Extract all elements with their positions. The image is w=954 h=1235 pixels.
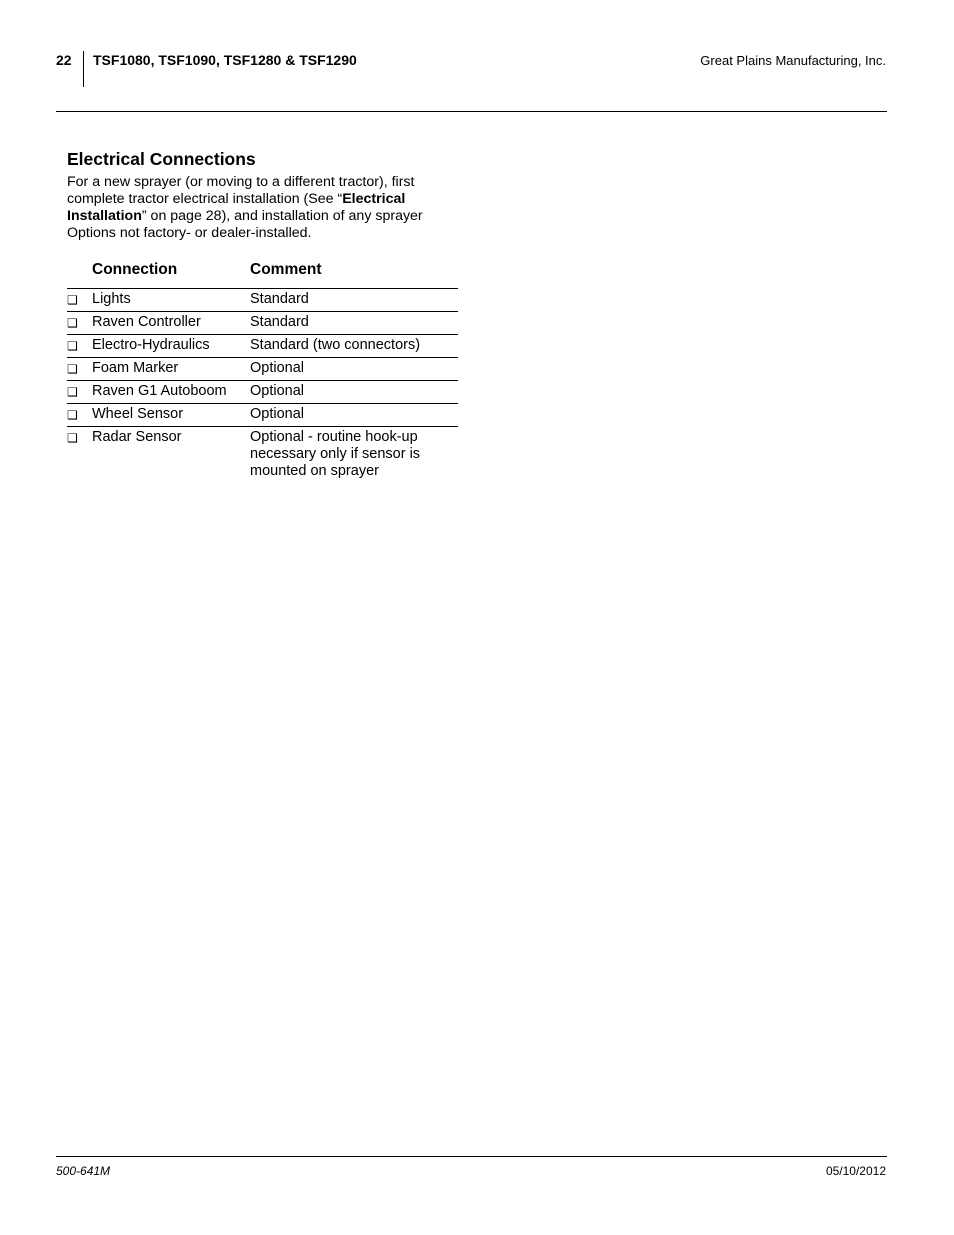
intro-paragraph	[67, 174, 467, 242]
table-header	[67, 257, 458, 289]
page-number: 22	[56, 52, 72, 68]
table-row	[67, 381, 458, 404]
connection-comment: Standard (two connectors)	[250, 337, 421, 353]
connection-comment: Standard	[250, 314, 309, 330]
table-row	[67, 312, 458, 335]
checkbox-icon: ❑	[67, 316, 78, 330]
checkbox-icon: ❑	[67, 431, 78, 445]
checkbox-icon: ❑	[67, 362, 78, 376]
table-row	[67, 427, 458, 480]
table-row	[67, 404, 458, 427]
connection-column-header: Connection	[92, 261, 178, 278]
connection-name: Lights	[92, 291, 131, 307]
connection-name: Raven G1 Autoboom	[92, 383, 227, 399]
connection-name: Foam Marker	[92, 360, 179, 376]
header-rule	[56, 111, 887, 112]
comment-column-header: Comment	[250, 261, 322, 278]
table-body	[67, 289, 458, 480]
header-divider	[83, 51, 84, 87]
connection-name: Radar Sensor	[92, 429, 182, 445]
connection-comment: Standard	[250, 291, 309, 307]
connection-comment: Optional	[250, 406, 305, 422]
checkbox-icon: ❑	[67, 293, 78, 307]
intro-text-2: ” on page 28), and installation of any sprayer Options not factory- or dealer-installed.	[67, 208, 423, 241]
checkbox-icon: ❑	[67, 339, 78, 353]
table-row	[67, 335, 458, 358]
connection-comment: Optional - routine hook-up necessary only if sensor is mounted on sprayer	[250, 429, 421, 479]
section-title: Electrical Connections	[67, 149, 256, 169]
intro-text-1: For a new sprayer (or moving to a different tractor), first complete tractor electrical installation (See “	[67, 174, 415, 207]
connection-comment: Optional	[250, 360, 305, 376]
connections-table	[67, 257, 458, 480]
connection-name: Electro-Hydraulics	[92, 337, 210, 353]
connection-name: Wheel Sensor	[92, 406, 184, 422]
table-row	[67, 358, 458, 381]
company-name: Great Plains Manufacturing, Inc.	[700, 53, 886, 68]
electrical-installation-reference: Electrical Installation	[67, 191, 406, 224]
table-row	[67, 289, 458, 312]
connection-comment: Optional	[250, 383, 305, 399]
checkbox-icon: ❑	[67, 385, 78, 399]
connection-name: Raven Controller	[92, 314, 201, 330]
footer-rule	[56, 1156, 887, 1157]
checkbox-icon: ❑	[67, 408, 78, 422]
footer-date: 05/10/2012	[825, 1164, 886, 1178]
document-number: 500-641M	[56, 1164, 111, 1178]
model-title: TSF1080, TSF1090, TSF1280 & TSF1290	[93, 52, 357, 68]
